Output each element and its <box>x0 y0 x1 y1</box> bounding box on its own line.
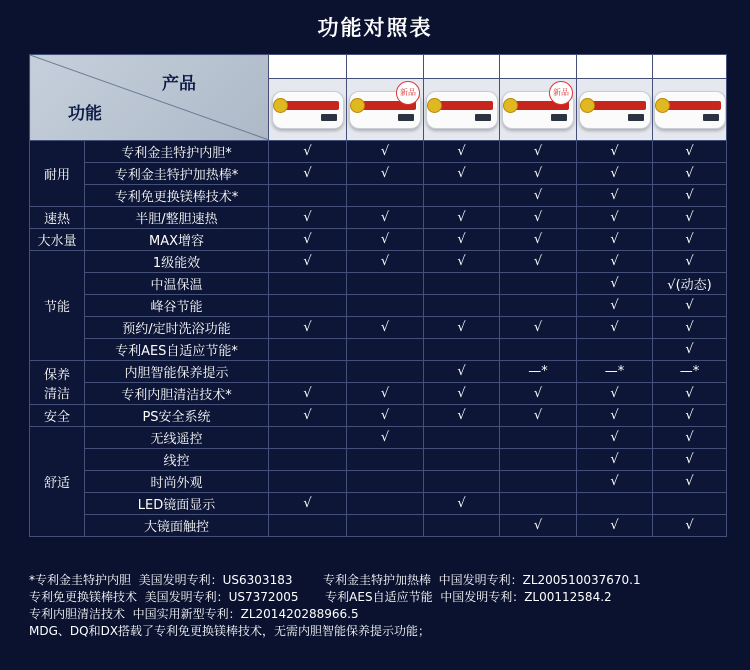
feature-label: 时尚外观 <box>85 471 269 493</box>
feature-cell-gr: √ <box>424 493 500 515</box>
feature-cell-gr <box>424 471 500 493</box>
footnotes <box>29 572 739 640</box>
feature-label: 半胆/整胆速热 <box>85 207 269 229</box>
feature-cell-gr <box>424 515 500 537</box>
feature-cell-dx: √ <box>653 383 727 405</box>
feature-cell-mdg: √ <box>500 405 577 427</box>
feature-cell-dr <box>269 185 347 207</box>
table-row <box>30 141 727 163</box>
category-label: 舒适 <box>30 427 85 537</box>
feature-cell-dx: √ <box>653 515 727 537</box>
table-row <box>30 339 727 361</box>
feature-label: 专利免更换镁棒技术* <box>85 185 269 207</box>
feature-cell-dq: √ <box>577 207 653 229</box>
feature-label: 线控 <box>85 449 269 471</box>
feature-cell-dr <box>269 339 347 361</box>
table-row <box>30 383 727 405</box>
table-row <box>30 515 727 537</box>
feature-cell-gr: √ <box>424 207 500 229</box>
feature-cell-mdg: √ <box>500 383 577 405</box>
feature-cell-gr: √ <box>424 163 500 185</box>
product-image-gr <box>424 79 500 141</box>
feature-cell-dd: √ <box>347 383 424 405</box>
feature-cell-gr: √ <box>424 383 500 405</box>
feature-cell-dq: √ <box>577 229 653 251</box>
product-label: 产品 <box>162 74 196 94</box>
feature-cell-dx: √ <box>653 295 727 317</box>
feature-cell-mdg: √ <box>500 207 577 229</box>
feature-cell-dr: √ <box>269 207 347 229</box>
feature-label: 专利金圭特护内胆* <box>85 141 269 163</box>
feature-cell-dx: √ <box>653 207 727 229</box>
feature-cell-mdg <box>500 295 577 317</box>
feature-label: 专利内胆清洁技术* <box>85 383 269 405</box>
feature-label: 大镜面触控 <box>85 515 269 537</box>
feature-cell-dq: √ <box>577 251 653 273</box>
feature-cell-mdg: √ <box>500 317 577 339</box>
feature-cell-dd <box>347 273 424 295</box>
feature-cell-dd: √ <box>347 251 424 273</box>
feature-cell-gr <box>424 273 500 295</box>
feature-cell-dr <box>269 295 347 317</box>
feature-cell-dq: —* <box>577 361 653 383</box>
feature-cell-dd: √ <box>347 229 424 251</box>
feature-label: 峰谷节能 <box>85 295 269 317</box>
category-label: 耐用 <box>30 141 85 207</box>
model-header-dx: DX <box>653 55 727 79</box>
product-image-dq <box>577 79 653 141</box>
feature-cell-mdg: √ <box>500 229 577 251</box>
feature-cell-mdg <box>500 427 577 449</box>
feature-label: 无线遥控 <box>85 427 269 449</box>
page-title: 功能对照表 <box>317 16 433 40</box>
feature-cell-gr: √ <box>424 361 500 383</box>
feature-label: 中温保温 <box>85 273 269 295</box>
feature-cell-dd <box>347 515 424 537</box>
feature-label: 预约/定时洗浴功能 <box>85 317 269 339</box>
product-image-dd <box>347 79 424 141</box>
feature-cell-mdg: √ <box>500 141 577 163</box>
table-row <box>30 405 727 427</box>
feature-cell-dr: √ <box>269 163 347 185</box>
feature-cell-dd <box>347 295 424 317</box>
feature-cell-gr <box>424 449 500 471</box>
table-row <box>30 449 727 471</box>
feature-label: 1级能效 <box>85 251 269 273</box>
feature-label: 专利AES自适应节能* <box>85 339 269 361</box>
feature-cell-dr: √ <box>269 317 347 339</box>
feature-cell-dx: √ <box>653 229 727 251</box>
feature-label: 专利金圭特护加热棒* <box>85 163 269 185</box>
feature-cell-dq: √ <box>577 383 653 405</box>
feature-cell-dd: √ <box>347 405 424 427</box>
feature-cell-dd <box>347 493 424 515</box>
feature-cell-dq: √ <box>577 515 653 537</box>
feature-label: PS安全系统 <box>85 405 269 427</box>
feature-cell-dq <box>577 339 653 361</box>
feature-cell-dx: √ <box>653 185 727 207</box>
feature-cell-dx: √(动态) <box>653 273 727 295</box>
footnote-line: 专利免更换镁棒技术 美国发明专利：US7372005 专利AES自适应节能 中国发明专利：ZL00112584.2 <box>29 590 612 604</box>
comparison-table <box>29 54 727 537</box>
feature-cell-dx <box>653 493 727 515</box>
feature-cell-dq <box>577 493 653 515</box>
feature-cell-mdg <box>500 339 577 361</box>
category-label: 安全 <box>30 405 85 427</box>
feature-cell-dq: √ <box>577 273 653 295</box>
feature-cell-dx: √ <box>653 427 727 449</box>
feature-cell-dr: √ <box>269 229 347 251</box>
feature-cell-dx: √ <box>653 449 727 471</box>
feature-label: LED镜面显示 <box>85 493 269 515</box>
feature-cell-dq: √ <box>577 471 653 493</box>
footnote-line: 专利内胆清洁技术 中国实用新型专利：ZL201420288966.5 <box>29 607 359 621</box>
feature-cell-mdg: √ <box>500 515 577 537</box>
table-row <box>30 295 727 317</box>
feature-cell-dr: √ <box>269 493 347 515</box>
feature-cell-gr: √ <box>424 141 500 163</box>
feature-cell-dq: √ <box>577 295 653 317</box>
product-image-mdg <box>500 79 577 141</box>
table-row <box>30 471 727 493</box>
feature-cell-gr: √ <box>424 251 500 273</box>
table-row <box>30 251 727 273</box>
feature-cell-dr <box>269 427 347 449</box>
new-product-badge: 新品 <box>396 81 420 105</box>
feature-cell-dq: √ <box>577 449 653 471</box>
category-label: 节能 <box>30 251 85 361</box>
category-label <box>30 361 85 405</box>
feature-cell-dr <box>269 515 347 537</box>
feature-cell-dq: √ <box>577 163 653 185</box>
model-header-dq: DQ <box>577 55 653 79</box>
feature-cell-dq: √ <box>577 185 653 207</box>
function-label: 功能 <box>68 104 102 124</box>
feature-cell-gr <box>424 339 500 361</box>
table-row <box>30 229 727 251</box>
feature-cell-dd <box>347 339 424 361</box>
product-image-dr <box>269 79 347 141</box>
feature-cell-dx: √ <box>653 471 727 493</box>
table-row <box>30 207 727 229</box>
feature-cell-dq: √ <box>577 427 653 449</box>
category-label-line1: 保养 <box>43 367 70 383</box>
product-image-dx <box>653 79 727 141</box>
table-row <box>30 427 727 449</box>
feature-cell-gr <box>424 185 500 207</box>
feature-cell-dr <box>269 471 347 493</box>
water-heater-image <box>272 91 344 129</box>
feature-cell-gr <box>424 295 500 317</box>
category-label-line2: 清洁 <box>43 386 70 402</box>
feature-cell-dd: √ <box>347 317 424 339</box>
feature-cell-gr: √ <box>424 229 500 251</box>
feature-cell-dd: √ <box>347 163 424 185</box>
feature-cell-dd: √ <box>347 207 424 229</box>
feature-cell-dr: √ <box>269 405 347 427</box>
table-row <box>30 361 727 383</box>
feature-cell-dq: √ <box>577 317 653 339</box>
feature-cell-mdg: √ <box>500 251 577 273</box>
category-label: 大水量 <box>30 229 85 251</box>
footnote-line: *专利金圭特护内胆 美国发明专利：US6303183 专利金圭特护加热棒 中国发明专利：ZL200510037670.1 <box>29 573 641 587</box>
feature-cell-dd <box>347 185 424 207</box>
feature-cell-dq: √ <box>577 141 653 163</box>
water-heater-image <box>579 91 651 129</box>
feature-cell-dx: √ <box>653 317 727 339</box>
model-header-dr: DR <box>269 55 347 79</box>
feature-cell-dr <box>269 449 347 471</box>
footnote-line: MDG、DQ和DX搭载了专利免更换镁棒技术，无需内胆智能保养提示功能； <box>29 624 431 638</box>
feature-cell-dx: √ <box>653 339 727 361</box>
feature-cell-dx: √ <box>653 405 727 427</box>
feature-cell-dr: √ <box>269 383 347 405</box>
feature-cell-dx: √ <box>653 251 727 273</box>
feature-cell-gr <box>424 427 500 449</box>
table-row <box>30 185 727 207</box>
feature-cell-dr <box>269 361 347 383</box>
new-product-badge: 新品 <box>549 81 573 105</box>
feature-cell-gr: √ <box>424 405 500 427</box>
model-header-mdg: MDG <box>500 55 577 79</box>
feature-cell-dx: √ <box>653 163 727 185</box>
table-row <box>30 493 727 515</box>
feature-label: MAX增容 <box>85 229 269 251</box>
feature-cell-dd <box>347 471 424 493</box>
feature-cell-dd: √ <box>347 427 424 449</box>
feature-cell-dx: √ <box>653 141 727 163</box>
feature-cell-mdg: √ <box>500 185 577 207</box>
table-row <box>30 163 727 185</box>
water-heater-image <box>426 91 498 129</box>
feature-cell-mdg <box>500 449 577 471</box>
feature-label: 内胆智能保养提示 <box>85 361 269 383</box>
feature-cell-dr: √ <box>269 251 347 273</box>
model-header-dd: DD <box>347 55 424 79</box>
model-header-gr: GR <box>424 55 500 79</box>
feature-cell-mdg <box>500 471 577 493</box>
category-label: 速热 <box>30 207 85 229</box>
feature-cell-mdg <box>500 493 577 515</box>
header-corner <box>30 55 269 141</box>
feature-cell-dd <box>347 449 424 471</box>
feature-cell-dr: √ <box>269 141 347 163</box>
table-row <box>30 317 727 339</box>
table-row <box>30 273 727 295</box>
feature-cell-dr <box>269 273 347 295</box>
water-heater-image <box>654 91 726 129</box>
diagonal-divider <box>30 55 269 140</box>
feature-cell-dd: √ <box>347 141 424 163</box>
feature-cell-dq: √ <box>577 405 653 427</box>
feature-cell-mdg <box>500 273 577 295</box>
feature-cell-dd <box>347 361 424 383</box>
feature-cell-dx: —* <box>653 361 727 383</box>
feature-cell-mdg: —* <box>500 361 577 383</box>
feature-cell-mdg: √ <box>500 163 577 185</box>
feature-cell-gr: √ <box>424 317 500 339</box>
